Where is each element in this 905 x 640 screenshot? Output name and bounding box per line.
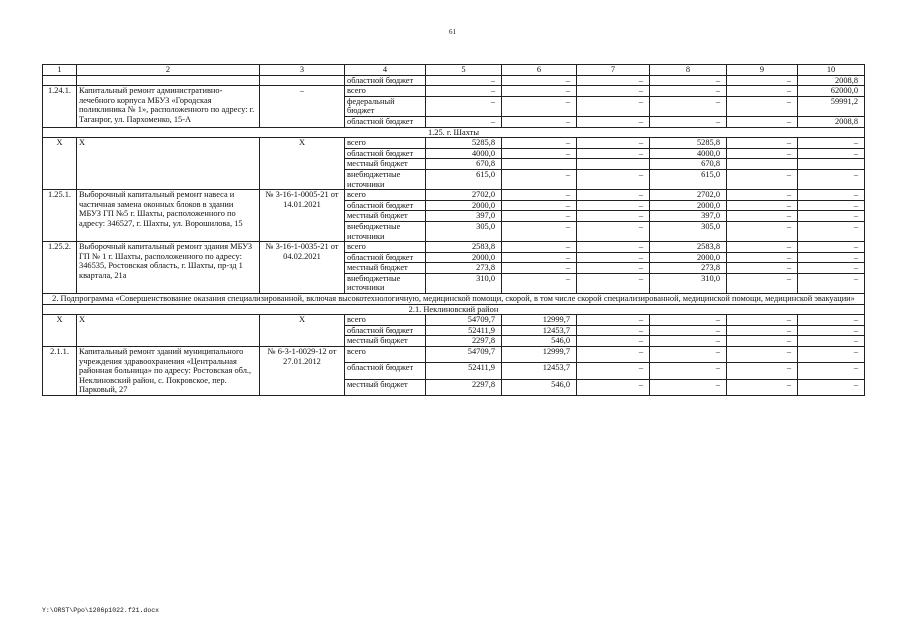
value-cell: 310,0 (650, 273, 727, 293)
value-cell: – (426, 116, 502, 127)
value-cell: 12999,7 (502, 347, 577, 363)
value-cell: – (577, 325, 650, 336)
value-cell: – (577, 169, 650, 189)
value-cell: – (798, 221, 865, 241)
value-cell: – (577, 211, 650, 222)
value-cell: – (798, 138, 865, 149)
funding-source-cell: областной бюджет (345, 325, 426, 336)
value-cell: 5285,8 (650, 138, 727, 149)
value-cell: – (502, 96, 577, 116)
funding-source-cell: областной бюджет (345, 252, 426, 263)
document-cell: № 3-16-1-0035-21 от 04.02.2021 (260, 242, 345, 294)
value-cell: 2702,0 (650, 190, 727, 201)
value-cell: 5285,8 (426, 138, 502, 149)
value-cell: – (577, 190, 650, 201)
column-number-cell: 8 (650, 65, 727, 76)
value-cell: – (577, 379, 650, 395)
value-cell: 12453,7 (502, 325, 577, 336)
value-cell: – (727, 96, 798, 116)
budget-table (42, 64, 865, 396)
table-row (43, 347, 865, 363)
value-cell: – (502, 169, 577, 189)
value-cell: – (727, 221, 798, 241)
section-title: 1.25. г. Шахты (43, 127, 865, 138)
value-cell: 2583,8 (426, 242, 502, 253)
value-cell: – (727, 211, 798, 222)
value-cell: 546,0 (502, 379, 577, 395)
value-cell: – (727, 363, 798, 379)
value-cell: – (727, 138, 798, 149)
page-number: 61 (449, 28, 456, 36)
value-cell: 615,0 (426, 169, 502, 189)
value-cell: – (727, 190, 798, 201)
funding-source-cell: местный бюджет (345, 336, 426, 347)
funding-source-cell: всего (345, 347, 426, 363)
column-number-cell: 4 (345, 65, 426, 76)
value-cell: – (577, 96, 650, 116)
funding-source-cell: всего (345, 242, 426, 253)
value-cell: – (727, 252, 798, 263)
value-cell: 2000,0 (650, 200, 727, 211)
value-cell (577, 159, 650, 170)
value-cell: – (577, 148, 650, 159)
value-cell (727, 159, 798, 170)
object-name-cell (77, 75, 260, 86)
value-cell: 2583,8 (650, 242, 727, 253)
value-cell: – (426, 96, 502, 116)
object-name-cell: Х (77, 138, 260, 190)
value-cell: 546,0 (502, 336, 577, 347)
table-row (43, 138, 865, 149)
value-cell: 2000,0 (426, 252, 502, 263)
section-row (43, 127, 865, 138)
document-cell: – (260, 86, 345, 127)
value-cell: 59991,2 (798, 96, 865, 116)
value-cell: – (650, 86, 727, 97)
value-cell: – (798, 379, 865, 395)
column-number-cell: 9 (727, 65, 798, 76)
object-name-cell: Выборочный капитальный ремонт навеса и частичная замена оконных блоков в здании МБУЗ ГП №5 г. Шахты, расположенного по адресу: 346527, г. Шахты, ул. Ворошилова, 15 (77, 190, 260, 242)
value-cell: – (502, 86, 577, 97)
column-number-row (43, 65, 865, 76)
funding-source-cell: областной бюджет (345, 200, 426, 211)
value-cell: – (577, 75, 650, 86)
value-cell: 615,0 (650, 169, 727, 189)
document-cell: № 6-3-1-0029-12 от 27.01.2012 (260, 347, 345, 396)
value-cell: – (577, 242, 650, 253)
value-cell: – (650, 75, 727, 86)
value-cell: – (502, 263, 577, 274)
value-cell: 273,8 (426, 263, 502, 274)
funding-source-cell: местный бюджет (345, 211, 426, 222)
item-number-cell (43, 75, 77, 86)
funding-source-cell: всего (345, 86, 426, 97)
value-cell: 397,0 (650, 211, 727, 222)
item-number-cell: 1.25.2. (43, 242, 77, 294)
value-cell: – (577, 315, 650, 326)
funding-source-cell: местный бюджет (345, 263, 426, 274)
value-cell (798, 159, 865, 170)
value-cell: 4000,0 (650, 148, 727, 159)
value-cell: – (798, 315, 865, 326)
table-row (43, 75, 865, 86)
value-cell: – (577, 221, 650, 241)
table-row (43, 242, 865, 253)
value-cell: – (798, 200, 865, 211)
section-title: 2. Подпрограмма «Совершенствование оказания специализированной, включая высокотехнологичную, медицинской помощи, скорой, в том числе скорой специализированной, медицинской помощи, медицинской эвакуации» (43, 294, 865, 305)
value-cell: – (798, 347, 865, 363)
column-number-cell: 5 (426, 65, 502, 76)
value-cell: – (502, 190, 577, 201)
value-cell: – (727, 116, 798, 127)
section-row (43, 304, 865, 315)
value-cell: – (502, 148, 577, 159)
value-cell: – (727, 242, 798, 253)
value-cell: – (650, 325, 727, 336)
value-cell: – (577, 336, 650, 347)
value-cell: 2008,8 (798, 75, 865, 86)
column-number-cell: 1 (43, 65, 77, 76)
document-cell (260, 75, 345, 86)
value-cell: – (727, 336, 798, 347)
value-cell: – (798, 169, 865, 189)
value-cell: – (502, 273, 577, 293)
column-number-cell: 6 (502, 65, 577, 76)
value-cell: 2297,8 (426, 379, 502, 395)
column-number-cell: 2 (77, 65, 260, 76)
value-cell: – (502, 138, 577, 149)
value-cell: – (727, 86, 798, 97)
value-cell: – (650, 347, 727, 363)
funding-source-cell: внебюджетные источники (345, 169, 426, 189)
value-cell: – (727, 379, 798, 395)
object-name-cell: Х (77, 315, 260, 347)
value-cell: – (577, 252, 650, 263)
funding-source-cell: всего (345, 190, 426, 201)
value-cell: 12453,7 (502, 363, 577, 379)
value-cell: – (502, 75, 577, 86)
item-number-cell: 1.24.1. (43, 86, 77, 127)
value-cell: – (798, 148, 865, 159)
value-cell: – (727, 263, 798, 274)
value-cell: 670,8 (650, 159, 727, 170)
value-cell: – (798, 273, 865, 293)
file-path-footer: Y:\ORST\Ppo\1206p1022.f21.docx (42, 607, 160, 614)
value-cell: 305,0 (650, 221, 727, 241)
value-cell: – (798, 336, 865, 347)
value-cell: 2702,0 (426, 190, 502, 201)
document-cell: Х (260, 138, 345, 190)
funding-source-cell: всего (345, 315, 426, 326)
value-cell: 670,8 (426, 159, 502, 170)
funding-source-cell: местный бюджет (345, 159, 426, 170)
column-number-cell: 3 (260, 65, 345, 76)
value-cell: – (577, 263, 650, 274)
item-number-cell: 1.25.1. (43, 190, 77, 242)
funding-source-cell: областной бюджет (345, 363, 426, 379)
value-cell: – (727, 200, 798, 211)
value-cell: – (650, 116, 727, 127)
funding-source-cell: областной бюджет (345, 148, 426, 159)
value-cell: – (577, 347, 650, 363)
value-cell: 54709,7 (426, 347, 502, 363)
object-name-cell: Капитальный ремонт зданий муниципального учреждения здравоохранения «Центральная районная больница» по адресу: Ростовская обл., Неклиновский район, с. Покровское, пер. Парковый, 27 (77, 347, 260, 396)
document-cell: № 3-16-1-0005-21 от 14.01.2021 (260, 190, 345, 242)
value-cell: 2000,0 (426, 200, 502, 211)
funding-source-cell: областной бюджет (345, 116, 426, 127)
value-cell: 310,0 (426, 273, 502, 293)
funding-source-cell: областной бюджет (345, 75, 426, 86)
object-name-cell: Выборочный капитальный ремонт здания МБУЗ ГП № 1 г. Шахты, расположенного по адресу: 346535, Ростовская область, г. Шахты, пр-зд 1 квартала, 21а (77, 242, 260, 294)
value-cell: 12999,7 (502, 315, 577, 326)
value-cell: – (727, 347, 798, 363)
table-row (43, 86, 865, 97)
value-cell: 2000,0 (650, 252, 727, 263)
value-cell: – (798, 211, 865, 222)
funding-source-cell: всего (345, 138, 426, 149)
value-cell: – (502, 211, 577, 222)
value-cell: – (727, 75, 798, 86)
value-cell: – (502, 242, 577, 253)
value-cell: – (577, 86, 650, 97)
section-row (43, 294, 865, 305)
value-cell (502, 159, 577, 170)
value-cell: – (798, 190, 865, 201)
value-cell: – (798, 252, 865, 263)
value-cell: 52411,9 (426, 325, 502, 336)
funding-source-cell: внебюджетные источники (345, 221, 426, 241)
value-cell: – (727, 273, 798, 293)
value-cell: – (727, 169, 798, 189)
table-row (43, 315, 865, 326)
value-cell: 54709,7 (426, 315, 502, 326)
funding-source-cell: местный бюджет (345, 379, 426, 395)
value-cell: 2008,8 (798, 116, 865, 127)
value-cell: 62000,0 (798, 86, 865, 97)
value-cell: – (577, 138, 650, 149)
value-cell: – (650, 315, 727, 326)
value-cell: – (650, 336, 727, 347)
value-cell: – (577, 116, 650, 127)
value-cell: – (426, 75, 502, 86)
value-cell: – (798, 242, 865, 253)
value-cell: – (798, 363, 865, 379)
value-cell: 4000,0 (426, 148, 502, 159)
item-number-cell: Х (43, 315, 77, 347)
value-cell: – (577, 363, 650, 379)
value-cell: 397,0 (426, 211, 502, 222)
item-number-cell: Х (43, 138, 77, 190)
value-cell: – (577, 200, 650, 211)
value-cell: – (426, 86, 502, 97)
value-cell: – (727, 325, 798, 336)
value-cell: – (502, 252, 577, 263)
value-cell: 52411,9 (426, 363, 502, 379)
value-cell: – (650, 96, 727, 116)
funding-source-cell: федеральный бюджет (345, 96, 426, 116)
value-cell: – (577, 273, 650, 293)
value-cell: – (727, 148, 798, 159)
value-cell: – (502, 116, 577, 127)
value-cell: – (502, 221, 577, 241)
value-cell: 305,0 (426, 221, 502, 241)
value-cell: – (650, 363, 727, 379)
section-title: 2.1. Неклиновский район (43, 304, 865, 315)
value-cell: – (727, 315, 798, 326)
item-number-cell: 2.1.1. (43, 347, 77, 396)
value-cell: 2297,8 (426, 336, 502, 347)
value-cell: – (650, 379, 727, 395)
value-cell: – (502, 200, 577, 211)
column-number-cell: 7 (577, 65, 650, 76)
table-row (43, 190, 865, 201)
value-cell: – (798, 263, 865, 274)
document-cell: Х (260, 315, 345, 347)
column-number-cell: 10 (798, 65, 865, 76)
object-name-cell: Капитальный ремонт административно-лечебного корпуса МБУЗ «Городская поликлиника № 1», расположенного по адресу: г. Таганрог, ул. Пархоменко, 15-А (77, 86, 260, 127)
value-cell: 273,8 (650, 263, 727, 274)
value-cell: – (798, 325, 865, 336)
funding-source-cell: внебюджетные источники (345, 273, 426, 293)
